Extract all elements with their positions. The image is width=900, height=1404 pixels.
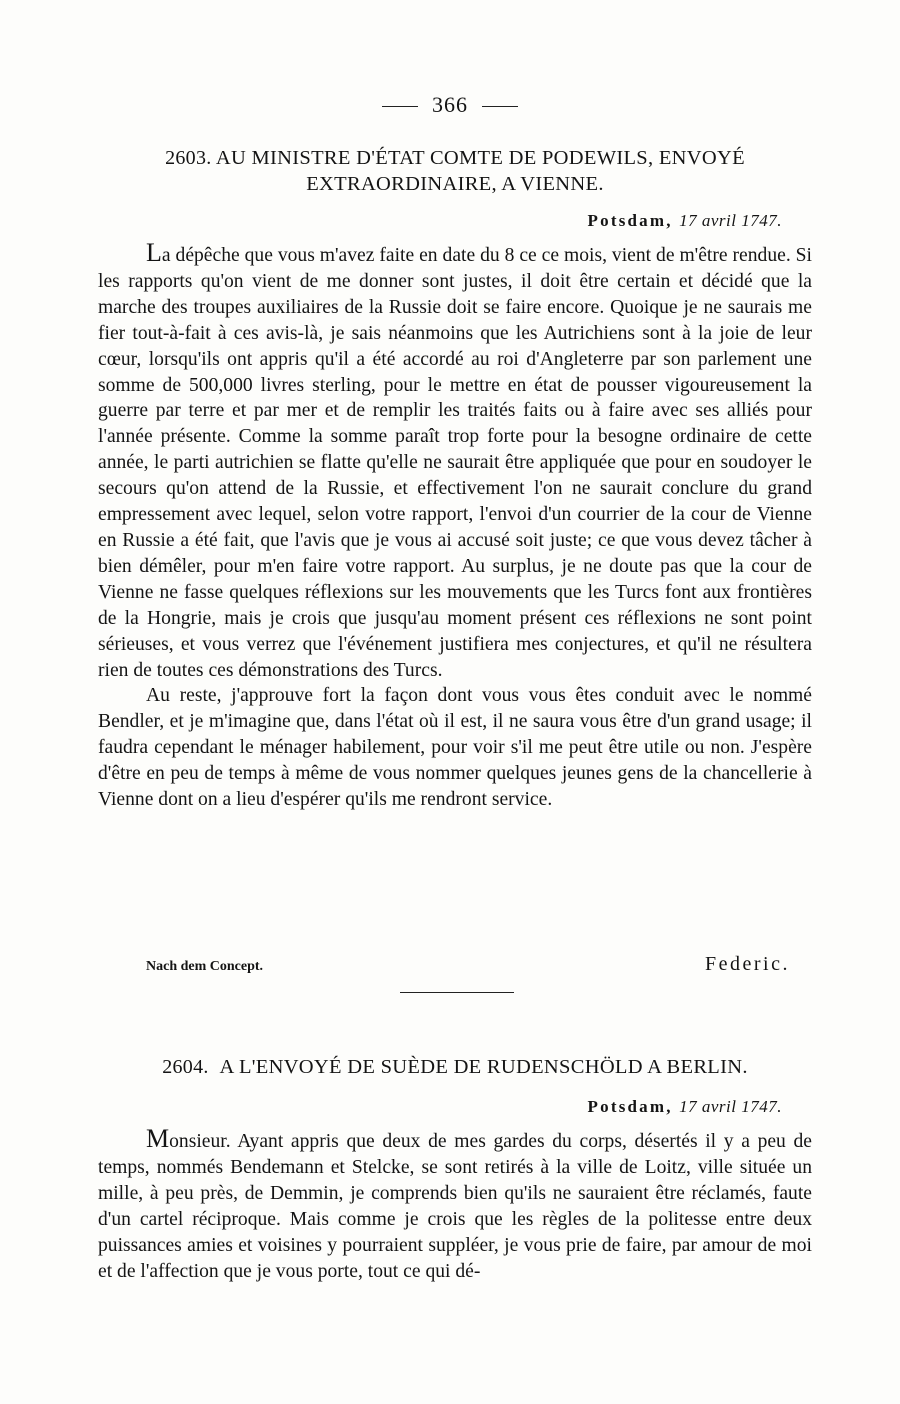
dash-left (382, 106, 418, 107)
date: 17 avril 1747. (679, 211, 782, 230)
letter-number: 2603. (165, 147, 212, 169)
letter-footer-2603 (146, 953, 790, 976)
heading-text: AU MINISTRE D'ÉTAT COMTE DE PODEWILS, ENVOYÉ (215, 147, 745, 169)
paragraph-text: onsieur. Ayant appris que deux de mes gardes du corps, désertés il y a peu de temps, nommés Bendemann et Stelcke, se sont retirés à la ville de Loitz, ville située un mille, à peu près, de Demmin, je comprends bien qu'ils ne sauraient être réclamés, faute d'un cartel réciproque. Mais comme je crois que les règles de la politesse entre deux puissances amies et voisines y pourraient suppléer, je vous prie de faire, par amour de moi et de l'affection que je vous porte, tout ce qui dé- (98, 1131, 812, 1282)
heading-line-1 (98, 1054, 812, 1080)
letter-number: 2604. (162, 1056, 209, 1078)
place: Potsdam, (587, 211, 673, 230)
letter-body-2603 (98, 240, 812, 813)
heading-text: A L'ENVOYÉ DE SUÈDE DE RUDENSCHÖLD A BERLIN. (219, 1056, 748, 1078)
date: 17 avril 1747. (679, 1097, 782, 1116)
paragraph-text: a dépêche que vous m'avez faite en date du 8 ce ce mois, vient de m'être rendue. Si les rapports qu'on vient de me donner sont justes, il doit être certain et décidé que la marche des troupes auxiliaires de la Russie doit se faire encore. Quoique je ne saurais me fier tout-à-fait à ces avis-là, je sais néanmoins que les Autrichiens sont à la joie de leur cœur, lorsqu'ils ont appris qu'il a été accordé au roi d'Angleterre par son parlement une somme de 500,000 livres sterling, pour le mettre en état de pousser vigoureusement la guerre par terre et par mer et de remplir les traités faits ou à faire avec ses alliés pour l'année présente. Comme la somme paraît trop forte pour la besogne ordinaire de cette année, le parti autrichien se flatte qu'elle ne saurait être appliquée que pour en soudoyer le secours qu'on attend de la Russie, et effectivement l'on ne saurait conclure du grand empressement avec lequel, selon votre rapport, l'envoi d'un courrier de la cour de Vienne en Russie a été fait, que l'avis que je vous ai accusé soit juste; ce que vous devez tâcher à bien démêler, pour m'en faire votre rapport. Au surplus, je ne doute pas que la cour de Vienne ne fasse quelques réflexions sur les mouvements que les Turcs font aux frontières de la Hongrie, mais je crois que jusqu'au moment présent ces réflexions ne sont point sérieuses, et vous verrez que l'événement justifiera mes conjectures, et qu'il ne résultera rien de toutes ces démonstrations des Turcs. (98, 245, 812, 681)
paragraph (98, 240, 812, 683)
paragraph (98, 1126, 812, 1284)
dash-right (482, 106, 518, 107)
letter-body-2604 (98, 1126, 812, 1284)
page-number-text: 366 (432, 92, 468, 117)
dateline-2604 (588, 1097, 782, 1117)
heading-line-1 (98, 145, 812, 171)
initial-letter: M (146, 1124, 170, 1153)
page-number (0, 92, 900, 118)
section-divider (400, 992, 514, 993)
initial-letter: L (146, 238, 162, 267)
letter-heading-2604 (98, 1054, 812, 1080)
dateline-2603 (588, 211, 782, 231)
source-note: Nach dem Concept. (146, 959, 264, 974)
paragraph: Au reste, j'approuve fort la façon dont vous vous êtes conduit avec le nommé Bendler, et je m'imagine que, dans l'état où il est, il ne saura vous être d'un grand usage; il faudra cependant le ménager habilement, pour voir s'il me peut être utile ou non. J'espère d'être en peu de temps à même de vous nommer quelques jeunes gens de la chancellerie à Vienne dont on a lieu d'espérer qu'ils me rendront service. (98, 685, 812, 811)
place: Potsdam, (587, 1097, 673, 1116)
signature: Federic. (705, 953, 790, 975)
letter-heading-2603 (98, 145, 812, 197)
heading-line-2: EXTRAORDINAIRE, A VIENNE. (306, 173, 604, 195)
